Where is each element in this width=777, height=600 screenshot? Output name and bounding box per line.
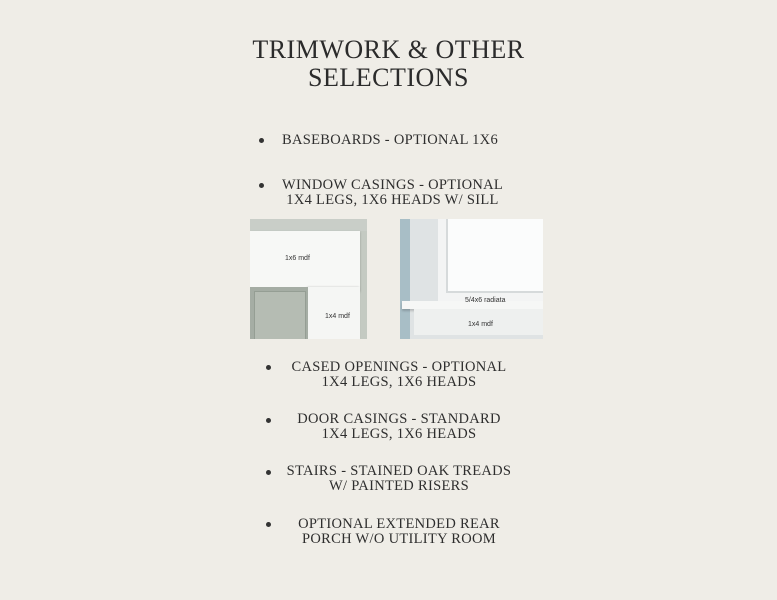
item-line-1: STAIRS - STAINED OAK TREADS [286,463,512,479]
page-title [0,36,777,92]
label-apron: 1x4 mdf [468,321,493,328]
window-glass [446,219,543,293]
item-line-2: W/ PAINTED RISERS [329,478,469,494]
list-item-rear-porch [280,517,518,547]
list-item-cased-openings [280,360,518,390]
item-line-2: 1X4 LEGS, 1X6 HEADS W/ SILL [286,192,499,208]
item-line-2: 1X4 LEGS, 1X6 HEADS [321,374,477,390]
label-head: 1x6 mdf [285,255,310,262]
item-line-1: OPTIONAL EXTENDED REAR [298,516,500,532]
bullet [266,522,271,527]
bullet [259,183,264,188]
door-inset [254,291,306,339]
item-line-1: CASED OPENINGS - OPTIONAL [291,359,507,375]
title-line-1: TRIMWORK & OTHER [252,35,525,64]
item-line-1: BASEBOARDS - OPTIONAL 1X6 [281,132,498,148]
list-item-window-casings [270,178,515,208]
bullet [266,470,271,475]
item-line-1: WINDOW CASINGS - OPTIONAL [281,177,504,193]
list-item-baseboards [270,133,510,148]
blue-wall [400,219,410,339]
list-item-stairs [276,464,522,494]
title-line-2: SELECTIONS [308,63,469,92]
wall-panel [250,219,367,231]
casing-photo-left [250,219,367,339]
list-item-door-casings [280,412,518,442]
label-leg: 1x4 mdf [325,313,350,320]
item-line-1: DOOR CASINGS - STANDARD [297,411,501,427]
bullet [266,418,271,423]
item-line-2: 1X4 LEGS, 1X6 HEADS [321,426,477,442]
bullet [266,365,271,370]
bullet [259,138,264,143]
item-line-2: PORCH W/O UTILITY ROOM [302,531,496,547]
casing-photo-right [400,219,543,339]
label-sill: 5/4x6 radiata [465,297,506,304]
